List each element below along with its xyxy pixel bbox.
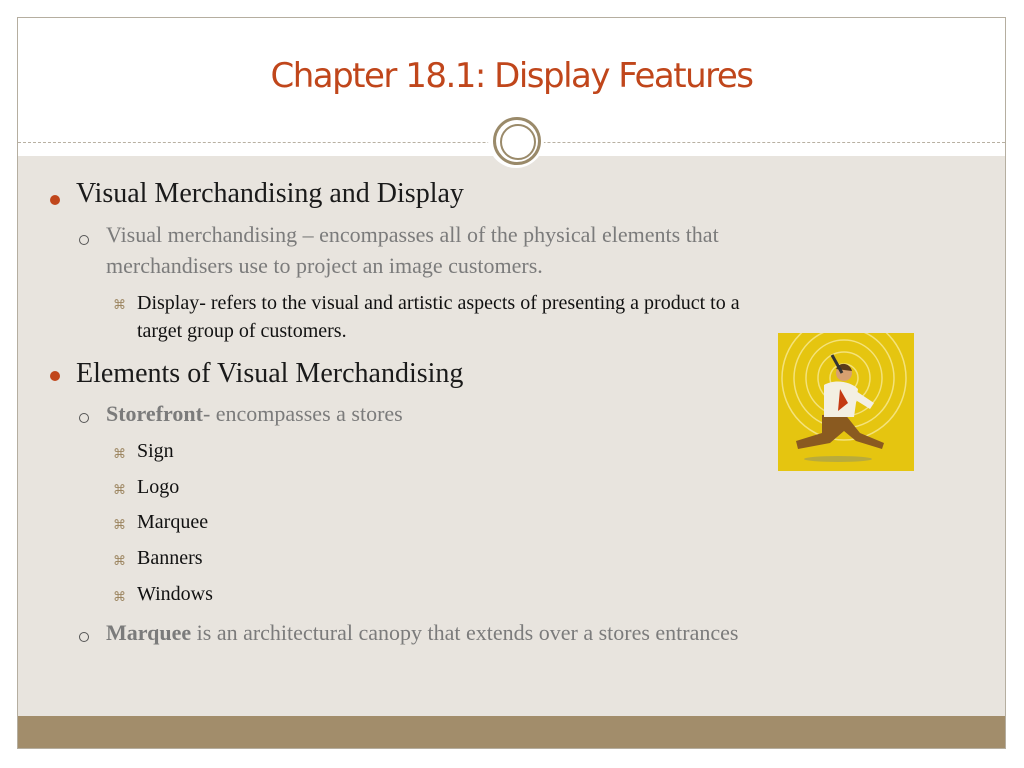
divider-ring-inner-icon: [500, 124, 536, 160]
display-definition-line1: Display- refers to the visual and artistic aspects of presenting a product to a: [137, 292, 740, 314]
marquee-term: Marquee: [106, 620, 192, 645]
storefront-description: - encompasses a stores: [202, 401, 403, 426]
bullet-cross-icon: ⌘: [113, 517, 126, 532]
bullet-circle-icon: [79, 632, 89, 642]
storefront-bullet: [106, 401, 403, 427]
bullet-cross-icon: ⌘: [113, 297, 126, 312]
running-businessman-phone-icon: [778, 333, 914, 471]
bullet-cross-icon: ⌘: [113, 446, 126, 461]
display-definition-line2: target group of customers.: [137, 320, 347, 342]
slide: [17, 17, 1006, 749]
slide-title: Chapter 18.1: Display Features: [270, 56, 753, 96]
bullet-dot-icon: [50, 195, 60, 205]
list-item-marquee: Marquee: [137, 511, 209, 533]
marquee-bullet: [106, 620, 738, 646]
storefront-term: Storefront: [106, 401, 203, 426]
sub-bullet-text-line2: merchandisers use to project an image customers.: [106, 253, 543, 278]
bullet-heading-1: Visual Merchandising and Display: [76, 178, 464, 209]
list-item-sign: Sign: [137, 440, 174, 462]
bullet-cross-icon: ⌘: [113, 589, 126, 604]
bullet-heading-2: Elements of Visual Merchandising: [76, 358, 464, 389]
sub-bullet-text-line1: Visual merchandising – encompasses all of the physical elements that: [106, 222, 719, 247]
list-item-banners: Banners: [137, 547, 203, 569]
list-item-windows: Windows: [137, 583, 213, 605]
footer-band: [18, 716, 1005, 749]
bullet-cross-icon: ⌘: [113, 482, 126, 497]
bullet-cross-icon: ⌘: [113, 553, 126, 568]
bullet-circle-icon: [79, 413, 89, 423]
bullet-dot-icon: [50, 371, 60, 381]
marquee-description: is an architectural canopy that extends over a stores entrances: [191, 620, 739, 645]
bullet-circle-icon: [79, 235, 89, 245]
list-item-logo: Logo: [137, 476, 180, 498]
